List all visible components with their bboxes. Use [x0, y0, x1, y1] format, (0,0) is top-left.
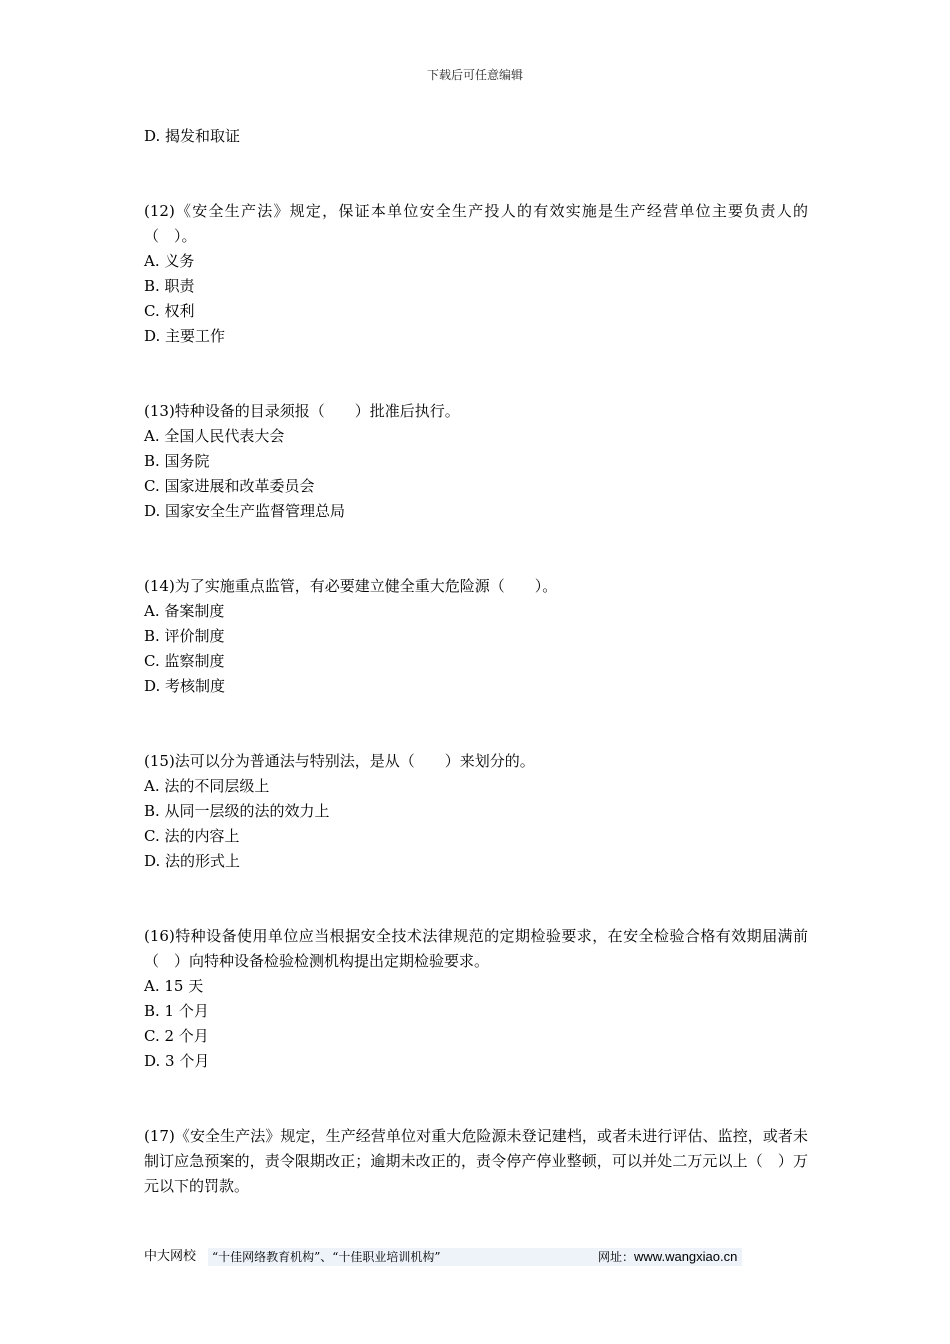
option-item: C. 法的内容上 — [144, 827, 240, 845]
option-item: C. 2 个月 — [144, 1027, 209, 1045]
footer-website — [598, 1248, 737, 1266]
option-item: A. 15 天 — [144, 977, 204, 995]
question-16 — [144, 924, 808, 1074]
question-stem: (15)法可以分为普通法与特别法，是从（ ）来划分的。 — [144, 752, 535, 770]
question-stem: (17)《安全生产法》规定，生产经营单位对重大危险源未登记建档，或者未进行评估、监控，或者未制订应急预案的，责令限期改正；逾期未改正的，责令停产停业整顿，可以并处二万元以上（ ）万元以下的罚款。 — [144, 1127, 808, 1195]
spacer — [144, 349, 808, 399]
footer-slogan: “十佳网络教育机构”、“十佳职业培训机构” — [208, 1248, 742, 1266]
option-item: A. 法的不同层级上 — [144, 777, 270, 795]
option-item: C. 监察制度 — [144, 652, 225, 670]
page-header: 下载后可任意编辑 — [426, 68, 523, 82]
question-14 — [144, 574, 808, 699]
question-stem: (13)特种设备的目录须报（ ）批准后执行。 — [144, 402, 460, 420]
option-item: A. 义务 — [144, 252, 195, 270]
option-item: B. 从同一层级的法的效力上 — [144, 802, 330, 820]
option-item: B. 职责 — [144, 277, 195, 295]
option-item: D. 揭发和取证 — [144, 127, 241, 145]
option-item: B. 评价制度 — [144, 627, 225, 645]
question-12 — [144, 199, 808, 349]
question-15 — [144, 749, 808, 874]
option-item: C. 国家进展和改革委员会 — [144, 477, 315, 495]
option-item: A. 全国人民代表大会 — [144, 427, 285, 445]
question-13 — [144, 399, 808, 524]
option-item: D. 主要工作 — [144, 327, 226, 345]
option-item: D. 法的形式上 — [144, 852, 241, 870]
option-item: D. 考核制度 — [144, 677, 226, 695]
spacer — [144, 524, 808, 574]
question-stem: (16)特种设备使用单位应当根据安全技术法律规范的定期检验要求，在安全检验合格有效期届满前（ ）向特种设备检验检测机构提出定期检验要求。 — [144, 927, 808, 970]
option-item: B. 1 个月 — [144, 1002, 209, 1020]
document-body — [144, 124, 808, 1199]
page-footer — [144, 1248, 784, 1266]
option-item: D. 3 个月 — [144, 1052, 210, 1070]
option-item: A. 备案制度 — [144, 602, 225, 620]
option-item: D. 国家安全生产监督管理总局 — [144, 502, 346, 520]
footer-org-name: 中大网校 — [144, 1249, 197, 1264]
spacer — [144, 874, 808, 924]
footer-url-link[interactable]: www.wangxiao.cn — [634, 1249, 738, 1264]
footer-web-label: 网址： — [598, 1250, 635, 1264]
spacer — [144, 1074, 808, 1124]
spacer — [144, 149, 808, 199]
spacer — [144, 699, 808, 749]
question-17 — [144, 1124, 808, 1199]
question-stem: (12)《安全生产法》规定，保证本单位安全生产投人的有效实施是生产经营单位主要负责人的（ ）。 — [144, 202, 808, 245]
option-item: C. 权利 — [144, 302, 195, 320]
question-stem: (14)为了实施重点监管，有必要建立健全重大危险源（ ）。 — [144, 577, 558, 595]
option-item: B. 国务院 — [144, 452, 210, 470]
